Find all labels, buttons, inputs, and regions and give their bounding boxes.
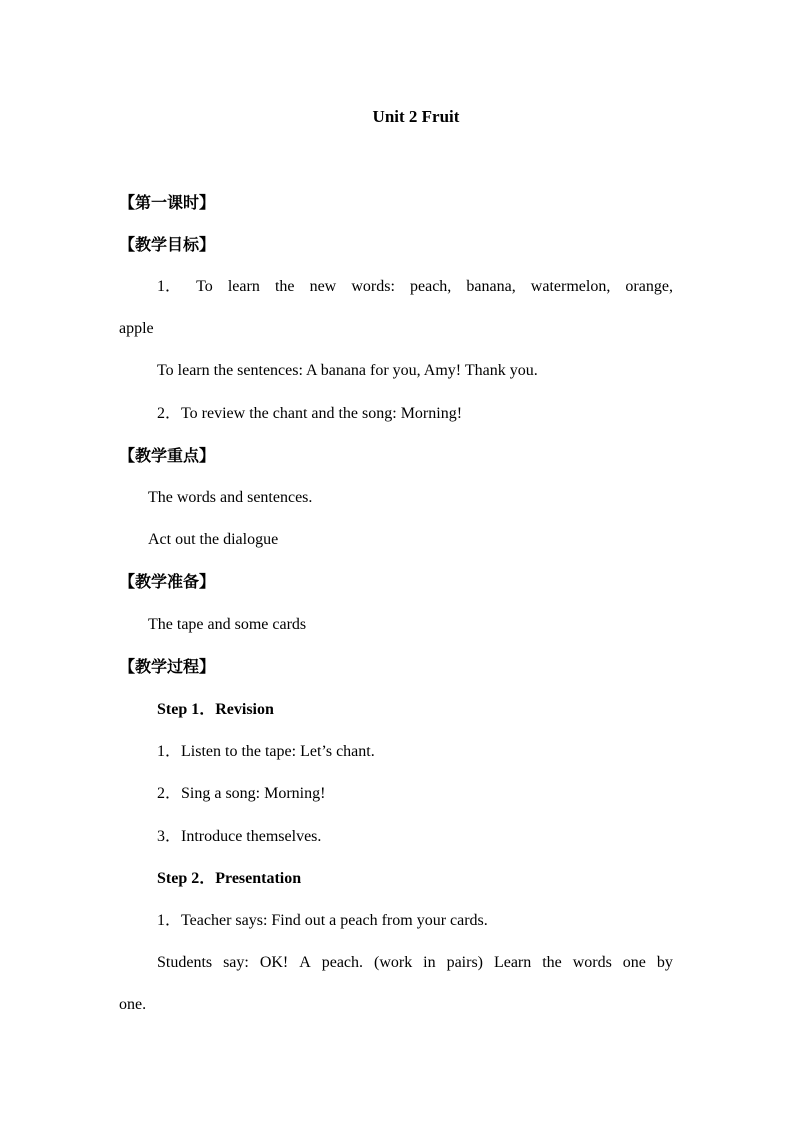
key-points-heading: 【教学重点】 bbox=[119, 446, 216, 465]
step2-students-word: (work bbox=[373, 954, 413, 971]
key-point-2: Act out the dialogue bbox=[148, 531, 279, 548]
objective-item-1 bbox=[157, 277, 673, 297]
key-point-1: The words and sentences. bbox=[148, 489, 313, 506]
step1-item-1: 1．Listen to the tape: Let’s chant. bbox=[157, 743, 375, 760]
step2-students-word: say: bbox=[223, 954, 249, 971]
step2-students-word: words bbox=[572, 954, 612, 971]
step2-item-1: 1．Teacher says: Find out a peach from your cards. bbox=[157, 912, 488, 929]
step2-title: Step 2．Presentation bbox=[157, 870, 302, 887]
objective-item-1-word: To bbox=[196, 278, 213, 295]
step2-students-word: peach. bbox=[321, 954, 364, 971]
objective-item-1-word: learn bbox=[227, 278, 260, 295]
document-title: Unit 2 Fruit bbox=[372, 107, 460, 126]
objective-item-1-word: orange, bbox=[625, 278, 673, 295]
preparation-line: The tape and some cards bbox=[148, 616, 307, 633]
step2-students-word: by bbox=[656, 954, 673, 971]
objective-item-2: 2．To review the chant and the song: Morning! bbox=[157, 405, 463, 422]
objective-item-1-word: words: bbox=[351, 278, 395, 295]
preparation-heading: 【教学准备】 bbox=[119, 572, 216, 591]
period-heading: 【第一课时】 bbox=[119, 193, 216, 212]
step1-title: Step 1．Revision bbox=[157, 701, 274, 718]
step2-students-line bbox=[157, 953, 673, 973]
step2-students-word: Students bbox=[157, 954, 213, 971]
step2-students-word: pairs) bbox=[446, 954, 483, 971]
objective-item-1-word: the bbox=[274, 278, 295, 295]
objectives-heading: 【教学目标】 bbox=[119, 235, 216, 254]
step2-students-continuation: one. bbox=[119, 996, 147, 1013]
objective-item-1-word: 1． bbox=[157, 278, 182, 295]
process-heading: 【教学过程】 bbox=[119, 657, 216, 676]
step2-students-word: OK! bbox=[259, 954, 289, 971]
step2-students-word: one bbox=[622, 954, 646, 971]
step2-students-word: in bbox=[423, 954, 436, 971]
step2-students-word: the bbox=[542, 954, 562, 971]
step2-students-word: Learn bbox=[493, 954, 532, 971]
objective-item-1-word: new bbox=[309, 278, 337, 295]
step1-item-3: 3．Introduce themselves. bbox=[157, 828, 322, 845]
objective-item-1-word: watermelon, bbox=[530, 278, 611, 295]
objective-item-1-word: peach, bbox=[409, 278, 452, 295]
step1-item-2: 2．Sing a song: Morning! bbox=[157, 785, 326, 802]
step2-students-word: A bbox=[299, 954, 311, 971]
objective-sentences: To learn the sentences: A banana for you, Amy! Thank you. bbox=[157, 362, 538, 379]
objective-item-1-word: banana, bbox=[466, 278, 516, 295]
objective-item-1-continuation: apple bbox=[119, 320, 154, 337]
